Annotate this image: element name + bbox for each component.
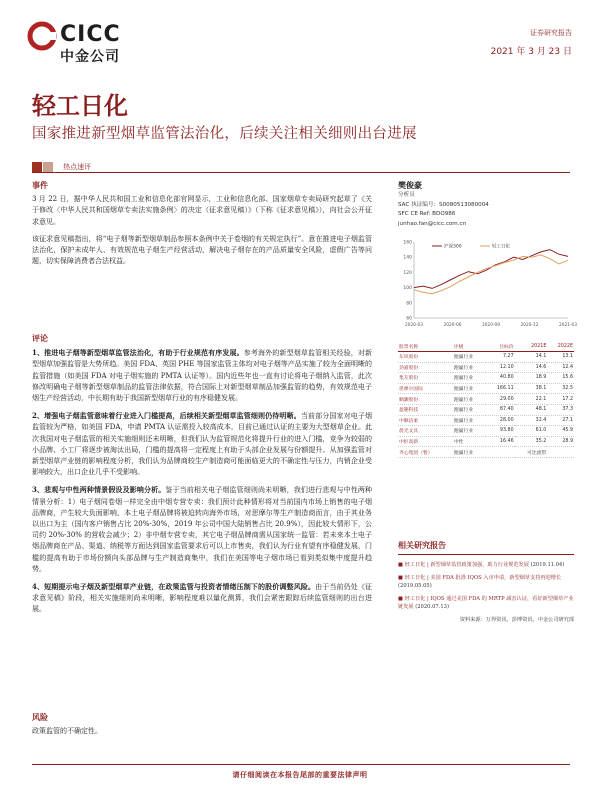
tag-square-dark [32, 162, 42, 172]
x-tick-label: 2020-09 [482, 323, 500, 328]
event-heading: 事件 [32, 180, 48, 190]
table-header-cell: 评级 [453, 342, 486, 352]
analyst-sfc: SFC CE Ref: BDO986 [398, 211, 456, 217]
comment-p2-lead: 2、增强电子烟监管意味着行业进入门槛提高，后续相关新型烟草监管细则仍待明晰。 [32, 411, 301, 421]
table-row [398, 394, 574, 405]
comment-paragraph-3 [32, 484, 372, 575]
event-paragraph-1: 3 月 22 日，据中华人民共和国工业和信息化部官网显示，工业和信息化部、国家烟草专卖局研究起草了《关于修改〈中华人民共和国烟草专卖法实施条例〉的决定（征求意见稿）》（下称《征求意见稿》），向社会公开征求意见。 [32, 195, 372, 226]
table-cell: 跑赢行业 [453, 394, 486, 405]
related-list [398, 561, 574, 624]
table-cell: 跑赢行业 [453, 373, 486, 384]
stock-table [398, 342, 574, 458]
table-cell: 13.1 [547, 352, 574, 363]
table-cell: 40.80 [486, 373, 515, 384]
table-row [398, 383, 574, 394]
related-divider [398, 554, 574, 555]
tag-square-light [43, 162, 53, 172]
table-row [398, 436, 574, 447]
table-cell: 东风股份 [398, 352, 453, 363]
comment-paragraph-4 [32, 581, 372, 616]
comment-p4-body: 由于当前仍处《征求意见稿》阶段，相关实施细则尚未明晰，影响程度难以量化测算，我们会紧密跟踪后续监管细则的出台进展。 [32, 583, 373, 614]
table-cell: 38.1 [515, 383, 548, 394]
y-tick-label: 120 [403, 270, 412, 276]
risk-section [32, 712, 372, 737]
related-link[interactable]: 轻工日化 | IQOS 通过美国 FDA 的 MRTP 减害认证，看好新型烟草产业链发展 [398, 595, 574, 610]
table-header-cell: 目标价 [486, 342, 515, 352]
table-cell: 45.9 [547, 426, 574, 437]
table-row [398, 373, 574, 384]
table-cell: 思摩尔国际 [398, 383, 453, 394]
table-cell: 劲嘉股份 [398, 362, 453, 373]
comment-heading: 评论 [32, 333, 48, 343]
comment-paragraph-1 [32, 347, 372, 404]
cicc-logo [28, 22, 178, 66]
table-header-cell: 2021E [515, 342, 548, 352]
comment-p3-body: 鉴于当前相关电子烟监管细则尚未明晰，我们进行悲观与中性两种情景分析：1）电子烟同卷烟一样完全由中烟专营专卖：我们预计此种情形将对当前国内市场上销售的电子烟品牌商，产生较大负面影响，本土电子烟品牌将被迫转向海外市场，对思摩尔等生产制造商而言，由于其业务以出口为主（国内客户销售占比 20%-30%，2019 年公司中国大陆销售占比 20.9%），因此较大情形下，公司约 20%-30% 的营收会减少；2）非中烟专营专卖，其它电子烟品牌商需从国家统一监管：若未来本土电子烟品牌商在产品、渠道、纳税等方面达到国家监管要求后可以上市售卖，我们认为行业有望有序稳健发展，门槛的提高有助于市场份额向头部品牌与生产制造商集中，我们在美国等电子烟市场已看到类似集中度提升趋势。 [32, 486, 373, 573]
comment-paragraph-2 [32, 410, 372, 478]
comment-p2-body: 当前部分国家对电子烟监管较为严格，如美国 FDA，申请 PMTA 认证需投入较高成本，目前已通过认证的主要为大型烟草企业。此次我国对电子烟监管的相关实施细则还未明晰，但我们认为监管规范化将提升行业的进入门槛，竞争为较弱的小品牌、小工厂将逐步被淘汰出局，门槛的提高将一定程度上有助于头部企业发展与份额提升。从加强监管对新型烟草产业链的影响程度分析，我们认为品牌商较生产制造商可能面临更大的不确定性与压力，内销企业受影响较大，出口企业几乎不受影响。 [32, 412, 373, 477]
x-tick-label: 2020-12 [520, 323, 539, 328]
table-cell: 87.40 [486, 404, 515, 415]
table-row [398, 362, 574, 373]
related-date: (2020.07.13) [415, 604, 449, 610]
risk-heading: 风险 [32, 712, 48, 722]
table-row [398, 447, 574, 458]
series-line [414, 250, 568, 289]
footer-divider [32, 764, 570, 765]
chart-axes [414, 242, 568, 318]
line-chart [398, 236, 577, 332]
table-body [398, 352, 574, 458]
comment-p1-body: 参考海外的新型烟草监管相关经验，对新型烟草加强监管是大势所趋。美国 FDA、英国 PHE 等国家监管主体均对电子烟等产品实施了较为全面明晰的监管措施（如美国 FDA 对电子烟实施的 PMTA 认证等）。国内近些年也一直有讨论将电子烟纳入监管，此次修改明确电子烟等新型烟草制品的监管法律依据，符合国际上对新型烟草制品加强监管的趋势，有效规范电子烟生产经营活动，中长期有助于我国新型烟草行业的有序稳健发展。 [32, 349, 372, 403]
table-cell: 7.27 [486, 352, 515, 363]
table-cell: 中性 [453, 436, 486, 447]
table-cell: 32.4 [515, 415, 548, 426]
table-cell [547, 447, 574, 458]
related-link[interactable]: 轻工日化 | 美国 FDA 批准 IQOS 入市申请，新型烟草支持再迎增长 [404, 574, 562, 581]
table-cell: 12.4 [547, 362, 574, 373]
table-cell: 61.0 [515, 426, 548, 437]
tag-label: 热点速评 [63, 162, 92, 171]
report-tag [32, 156, 92, 171]
logo-text-en: CICC [60, 22, 121, 47]
related-item[interactable] [398, 574, 574, 591]
table-cell: 14.6 [515, 362, 548, 373]
y-tick-label: 140 [403, 255, 412, 261]
source-note: 资料来源：万得资讯，彭博资讯，中金公司研究部 [459, 616, 574, 623]
stock-table-wrap [398, 342, 574, 458]
analyst-role: 分析员 [398, 192, 415, 198]
analyst-block [398, 180, 574, 229]
related-date: (2019.11.04) [530, 562, 565, 568]
table-cell: 35.2 [515, 436, 548, 447]
page-title: 轻工日化 [32, 91, 128, 120]
table-cell: 37.3 [547, 404, 574, 415]
legend-label: 沪深300 [444, 244, 462, 250]
table-header-cell: 2022E [547, 342, 574, 352]
table-cell: 166.11 [486, 383, 515, 394]
table-row [398, 404, 574, 415]
bullet-icon: ■ [398, 574, 405, 581]
analyst-name: 樊俊豪 [398, 180, 422, 190]
table-cell: 跑赢行业 [453, 352, 486, 363]
header-divider [32, 172, 570, 173]
related-item[interactable] [398, 561, 574, 570]
table-cell: 48.1 [515, 404, 548, 415]
table-cell [486, 447, 515, 458]
related-item[interactable] [398, 595, 574, 612]
comment-section [32, 333, 372, 616]
cicc-logo-icon [28, 22, 56, 50]
table-cell: 跑赢行业 [453, 426, 486, 437]
table-cell: 跑赢行业 [453, 362, 486, 373]
report-type: 证券研究报告 [530, 29, 572, 37]
x-tick-label: 2021-03 [559, 323, 577, 328]
analyst-sac: SAC 执证编号：S0080513080004 [398, 201, 489, 208]
related-heading: 相关研究报告 [398, 541, 446, 550]
table-cell: 可比流带 [515, 447, 548, 458]
comment-p4-lead: 4、短期提示电子烟及新型烟草产业链，在政策监管与投资者情绪压制下的股价调整风险。 [32, 582, 316, 592]
table-cell: 17.2 [547, 394, 574, 405]
y-tick-label: 60 [406, 316, 412, 322]
page-subtitle: 国家推进新型烟草监管法治化，后续关注相关细则出台进展 [32, 126, 417, 142]
table-cell: 集友股份 [398, 373, 453, 384]
footer-disclaimer: 请仔细阅读在本报告尾部的重要法律声明 [232, 770, 368, 779]
table-cell: 29.00 [486, 394, 515, 405]
legend-label: 轻工日化 [492, 244, 510, 250]
comment-p3-lead: 3、悲观与中性两种情景假设及影响分析。 [32, 485, 166, 495]
table-cell: 32.5 [547, 383, 574, 394]
y-tick-label: 100 [403, 286, 412, 292]
performance-chart [398, 236, 577, 332]
related-link[interactable]: 轻工日化 | 新型烟草监管政策加强，助力行业规范发展 [404, 562, 531, 568]
table-cell: 中炬高新 [398, 436, 453, 447]
table-header-cell: 股票名称 [398, 342, 453, 352]
table-row [398, 415, 574, 426]
related-research [398, 540, 574, 624]
table-header-row [398, 342, 574, 352]
analyst-email[interactable]: junhao.fan@cicc.com.cn [398, 220, 467, 227]
table-cell: 18.9 [515, 373, 548, 384]
table-cell: 跑赢行业 [453, 447, 486, 458]
logo-text-cn: 中金公司 [60, 49, 120, 65]
bullet-icon: ■ [398, 562, 405, 568]
table-cell: 15.6 [547, 373, 574, 384]
table-cell: 28.9 [547, 436, 574, 447]
table-cell: 跑赢行业 [453, 383, 486, 394]
x-tick-label: 2020-06 [443, 323, 462, 328]
table-cell: 跑赢行业 [453, 404, 486, 415]
table-cell: 27.1 [547, 415, 574, 426]
table-cell: 12.10 [486, 362, 515, 373]
table-cell: 16.46 [486, 436, 515, 447]
x-tick-label: 2020-03 [405, 323, 423, 328]
series-line [414, 255, 568, 294]
y-tick-label: 80 [406, 301, 412, 307]
table-cell: 齐心集团（暂） [398, 447, 453, 458]
y-tick-label: 160 [403, 240, 412, 246]
table-cell: 28.00 [486, 415, 515, 426]
table-cell: 盈趣科技 [398, 404, 453, 415]
bullet-icon: ■ [398, 595, 405, 602]
table-cell: 14.1 [515, 352, 548, 363]
table-row [398, 426, 574, 437]
related-date: (2019.05.05) [398, 583, 432, 589]
event-section [32, 180, 372, 267]
table-cell: 中顺洁柔 [398, 415, 453, 426]
table-cell: 93.80 [486, 426, 515, 437]
report-date: 2021 年 3 月 23 日 [490, 47, 572, 57]
comment-p1-lead: 1、推进电子烟等新型烟草监管法治化，有助于行业规范有序发展。 [32, 348, 244, 358]
table-row [398, 352, 574, 363]
event-paragraph-2: 该征求意见稿指出，将“电子烟等新型烟草制品参照本条例中关于卷烟的有关规定执行”。意在推进电子烟监管法治化，保护未成年人、有效规范电子烟生产经营活动，解决电子烟存在的产品质量安全风险，虚假广告等问题，切实保障消费者合法权益。 [32, 234, 372, 266]
table-cell: 22.1 [515, 394, 548, 405]
table-cell: 晨光文具 [398, 426, 453, 437]
table-cell: 顺灏股份 [398, 394, 453, 405]
risk-text: 政策监管的不确定性。 [32, 727, 102, 736]
table-cell: 跑赢行业 [453, 415, 486, 426]
